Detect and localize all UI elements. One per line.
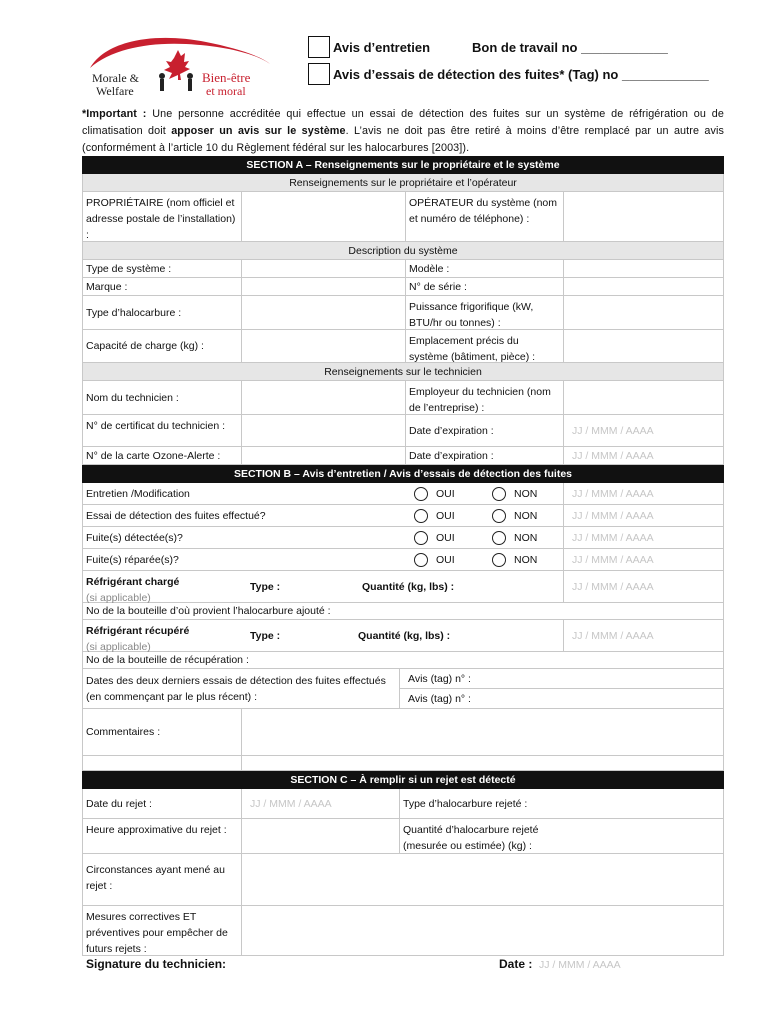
- technician-signature-label: Signature du technicien:: [86, 957, 227, 971]
- refrigerant-recovered-row: Réfrigérant récupéré (si applicable) Type : Quantité (kg, lbs) : JJ / MMM / AAAA: [82, 620, 724, 652]
- owner-label: PROPRIÉTAIRE (nom officiel et adresse postale de l’installation) :: [86, 197, 236, 241]
- recovered-type-field[interactable]: Type :: [250, 629, 281, 642]
- technician-employer-input[interactable]: [563, 381, 723, 414]
- bottle-source-field[interactable]: No de la bouteille d’où provient l’halocarbure ajouté :: [86, 605, 331, 617]
- bottle-recovery-row: [82, 652, 724, 669]
- halocarbon-type-row: Type d’halocarbure : Puissance frigorifique (kW, BTU/hr ou tonnes) :: [82, 296, 724, 330]
- ozone-card-input[interactable]: [241, 447, 405, 464]
- radio-icon: [414, 553, 428, 567]
- comments-input[interactable]: [241, 709, 723, 755]
- refrigerant-charged-row: Réfrigérant chargé (si applicable) Type : Quantité (kg, lbs) : JJ / MMM / AAAA: [82, 571, 724, 603]
- ozone-card-expiry-date[interactable]: JJ / MMM / AAAA: [563, 447, 723, 464]
- recovered-date[interactable]: JJ / MMM / AAAA: [563, 620, 723, 651]
- charged-type-field[interactable]: Type :: [250, 580, 281, 593]
- radio-icon: [492, 531, 506, 545]
- comments-row: Commentaires :: [82, 709, 724, 756]
- ozone-card-row: N° de la carte Ozone-Alerte : Date d’expiration : JJ / MMM / AAAA: [82, 447, 724, 465]
- leak-test-date[interactable]: JJ / MMM / AAAA: [563, 505, 723, 526]
- system-type-input[interactable]: [241, 260, 405, 277]
- question-leak-repaired-row: Fuite(s) réparée(s)? OUI NON JJ / MMM / AAAA: [82, 549, 724, 571]
- technician-name-row: Nom du technicien : Employeur du technicien (nom de l’entreprise) :: [82, 381, 724, 415]
- svg-text:Morale &: Morale &: [92, 71, 139, 85]
- leak-repaired-date[interactable]: JJ / MMM / AAAA: [563, 549, 723, 570]
- serial-input[interactable]: [563, 278, 723, 295]
- svg-text:Bien-être: Bien-être: [202, 70, 251, 85]
- measures-input[interactable]: [241, 906, 723, 955]
- bottle-source-row: [82, 603, 724, 620]
- refrigeration-form: [82, 156, 724, 956]
- section-b-header: SECTION B – Avis d’entretien / Avis d’essais de détection des fuites: [82, 465, 724, 483]
- cooling-capacity-input[interactable]: [563, 296, 723, 329]
- question-maintenance-row: Entretien /Modification OUI NON JJ / MMM / AAAA: [82, 483, 724, 505]
- question-leak-detected-row: Fuite(s) détectée(s)? OUI NON JJ / MMM / AAAA: [82, 527, 724, 549]
- leak-repaired-yes-radio[interactable]: OUI: [411, 549, 487, 570]
- brand-input[interactable]: [241, 278, 405, 295]
- signature-date-input[interactable]: JJ / MMM / AAAA: [539, 959, 621, 971]
- leak-repaired-no-radio[interactable]: NON: [489, 549, 565, 570]
- system-description-subheader: Description du système: [82, 242, 724, 260]
- circumstances-row: Circonstances ayant mené au rejet :: [82, 854, 724, 906]
- leak-test-no-radio[interactable]: NON: [489, 505, 565, 526]
- leak-detected-date[interactable]: JJ / MMM / AAAA: [563, 527, 723, 548]
- svg-text:et moral: et moral: [206, 84, 246, 98]
- halocarbon-released-input[interactable]: [563, 789, 723, 818]
- tag-number-1[interactable]: Avis (tag) n° :: [400, 669, 723, 689]
- leak-test-notice-checkbox[interactable]: [308, 63, 330, 85]
- certificate-row: N° de certificat du technicien : Date d’expiration : JJ / MMM / AAAA: [82, 415, 724, 447]
- question-leak-test-row: Essai de détection des fuites effectué? OUI NON JJ / MMM / AAAA: [82, 505, 724, 527]
- tag-number-2[interactable]: Avis (tag) n° :: [408, 693, 471, 705]
- location-input[interactable]: [563, 330, 723, 362]
- work-order-field[interactable]: Bon de travail no ____________: [472, 40, 668, 55]
- leak-detected-yes-radio[interactable]: OUI: [411, 527, 487, 548]
- technician-subheader: Renseignements sur le technicien: [82, 363, 724, 381]
- model-input[interactable]: [563, 260, 723, 277]
- recovered-quantity-field[interactable]: Quantité (kg, lbs) :: [358, 629, 451, 642]
- release-time-row: Heure approximative du rejet : Quantité d’halocarbure rejeté (mesurée ou estimée) (kg) :: [82, 819, 724, 854]
- radio-icon: [492, 487, 506, 501]
- radio-icon: [414, 487, 428, 501]
- charged-quantity-field[interactable]: Quantité (kg, lbs) :: [362, 580, 455, 593]
- halocarbon-type-input[interactable]: [241, 296, 405, 329]
- last-tests-row: Dates des deux derniers essais de détection des fuites effectués (en commençant par le plus récent) : Avis (tag) n° : Avis (tag) n° :: [82, 669, 724, 709]
- maintenance-date[interactable]: JJ / MMM / AAAA: [563, 483, 723, 504]
- leak-test-notice-label[interactable]: Avis d’essais de détection des fuites* (Tag) no ____________: [333, 67, 709, 82]
- measures-row: Mesures correctives ET préventives pour empêcher de futurs rejets :: [82, 906, 724, 956]
- operator-input[interactable]: [563, 192, 723, 241]
- release-date-row: Date du rejet : JJ / MMM / AAAA Type d’halocarbure rejeté :: [82, 789, 724, 819]
- system-type-row: Type de système : Modèle :: [82, 260, 724, 278]
- morale-welfare-logo: [86, 34, 272, 100]
- section-a-header: SECTION A – Renseignements sur le propriétaire et le système: [82, 156, 724, 174]
- owner-operator-subheader: Renseignements sur le propriétaire et l’opérateur: [82, 174, 724, 192]
- section-c-header: SECTION C – À remplir si un rejet est détecté: [82, 771, 724, 789]
- maintenance-yes-radio[interactable]: OUI: [411, 483, 487, 504]
- radio-icon: [492, 553, 506, 567]
- radio-icon: [414, 531, 428, 545]
- signature-date-label: Date :: [499, 957, 533, 971]
- spacer-row: [82, 756, 724, 771]
- operator-label: OPÉRATEUR du système (nom et numéro de téléphone) :: [405, 192, 563, 241]
- leak-test-yes-radio[interactable]: OUI: [411, 505, 487, 526]
- svg-text:Welfare: Welfare: [96, 84, 134, 98]
- leak-detected-no-radio[interactable]: NON: [489, 527, 565, 548]
- radio-icon: [492, 509, 506, 523]
- brand-row: Marque : N° de série :: [82, 278, 724, 296]
- quantity-released-input[interactable]: [563, 819, 723, 853]
- maintenance-no-radio[interactable]: NON: [489, 483, 565, 504]
- release-date-input[interactable]: JJ / MMM / AAAA: [241, 789, 399, 818]
- radio-icon: [414, 509, 428, 523]
- important-notice: *Important : Une personne accréditée qui effectue un essai de détection des fuites sur un système de réfrigération ou de climatisation doit apposer un avis sur le système. L’avis ne doit pas être retiré à moins d’être remplacé par un autre avis (conformément à l’article 10 du Règlement fédéral sur les halocarbures [2003]).: [82, 108, 724, 154]
- charged-date[interactable]: JJ / MMM / AAAA: [563, 571, 723, 602]
- technician-name-input[interactable]: [241, 381, 405, 414]
- certificate-expiry-date[interactable]: JJ / MMM / AAAA: [563, 415, 723, 446]
- maintenance-notice-label: Avis d’entretien: [333, 40, 431, 55]
- charge-capacity-row: Capacité de charge (kg) : Emplacement précis du système (bâtiment, pièce) :: [82, 330, 724, 363]
- circumstances-input[interactable]: [241, 854, 723, 905]
- certificate-input[interactable]: [241, 415, 405, 446]
- owner-operator-row: [82, 192, 724, 242]
- owner-input[interactable]: [241, 192, 405, 241]
- bottle-recovery-field[interactable]: No de la bouteille de récupération :: [86, 654, 249, 666]
- release-time-input[interactable]: [241, 819, 399, 853]
- charge-capacity-input[interactable]: [241, 330, 405, 362]
- maintenance-notice-checkbox[interactable]: [308, 36, 330, 58]
